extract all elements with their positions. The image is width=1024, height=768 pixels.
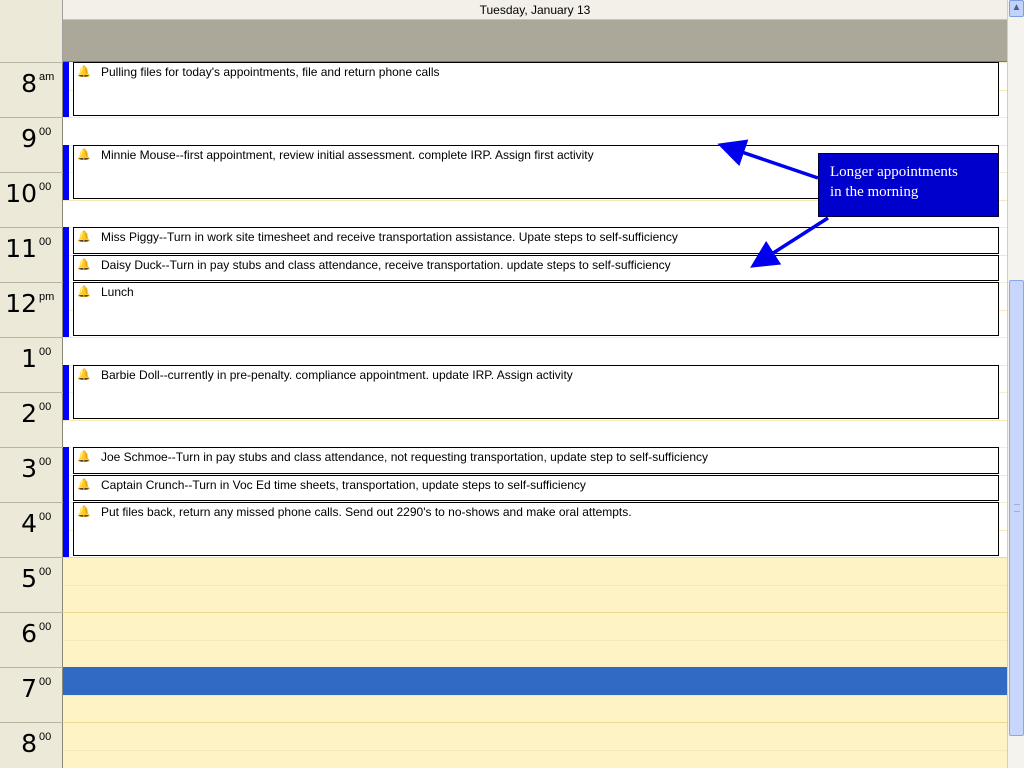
time-slot[interactable] <box>63 557 1007 585</box>
hour-suffix: 00 <box>39 346 52 358</box>
appointment-subject: Daisy Duck--Turn in pay stubs and class attendance, receive transportation. update steps to self-sufficiency <box>101 257 671 272</box>
header-corner <box>0 0 63 62</box>
hour-suffix: 00 <box>39 566 52 578</box>
hour-number: 8 <box>21 729 37 758</box>
appointment[interactable] <box>73 227 999 254</box>
time-label <box>0 282 63 337</box>
time-label <box>0 612 63 667</box>
hour-suffix: 00 <box>39 126 52 138</box>
grip-icon <box>1014 504 1020 512</box>
bell-icon: 🔔 <box>77 286 91 298</box>
time-label <box>0 447 63 502</box>
chevron-up-icon: ▲ <box>1011 2 1022 13</box>
time-slot[interactable] <box>63 337 1007 365</box>
appointment-subject: Pulling files for today's appointments, file and return phone calls <box>101 65 440 79</box>
hour-suffix: 00 <box>39 511 52 523</box>
bell-icon: 🔔 <box>77 478 91 491</box>
scroll-up-button[interactable] <box>1009 0 1024 17</box>
hour-number: 12 <box>5 289 37 318</box>
time-label <box>0 227 63 282</box>
appointment-subject: Barbie Doll--currently in pre-penalty. compliance appointment. update IRP. Assign activity <box>101 367 573 382</box>
time-gutter <box>0 62 63 768</box>
hour-suffix: 00 <box>39 401 52 413</box>
hour-suffix: am <box>39 71 55 83</box>
appointment-subject: Miss Piggy--Turn in work site timesheet and receive transportation assistance. Upate steps to self-sufficiency <box>101 230 678 244</box>
busy-indicator <box>63 447 69 475</box>
time-label <box>0 557 63 612</box>
appointment[interactable] <box>73 62 999 116</box>
scroll-thumb[interactable] <box>1009 280 1024 736</box>
bell-icon: 🔔 <box>77 148 91 161</box>
appointment[interactable] <box>73 282 999 336</box>
hour-number: 9 <box>21 124 37 153</box>
busy-indicator <box>63 227 69 255</box>
day-header[interactable]: Tuesday, January 13 <box>63 0 1007 20</box>
hour-suffix: pm <box>39 291 55 303</box>
busy-indicator <box>63 62 69 117</box>
selected-time-slot[interactable] <box>63 667 1007 695</box>
hour-number: 10 <box>5 179 37 208</box>
time-slot[interactable] <box>63 117 1007 145</box>
busy-indicator <box>63 475 69 503</box>
busy-indicator <box>63 282 69 337</box>
time-slot[interactable] <box>63 612 1007 640</box>
time-label <box>0 117 63 172</box>
busy-indicator <box>63 145 69 200</box>
time-label <box>0 337 63 392</box>
hour-suffix: 00 <box>39 456 52 468</box>
appointment[interactable] <box>73 502 999 556</box>
hour-number: 5 <box>21 564 37 593</box>
hour-number: 7 <box>21 674 37 703</box>
appointment-subject: Lunch <box>101 285 134 299</box>
busy-indicator <box>63 255 69 283</box>
hour-number: 3 <box>21 454 37 483</box>
appointment[interactable] <box>73 447 999 474</box>
hour-suffix: 00 <box>39 621 52 633</box>
hour-number: 1 <box>21 344 37 373</box>
hour-number: 11 <box>5 234 37 263</box>
appointment-subject: Joe Schmoe--Turn in pay stubs and class attendance, not requesting transportation, update step to self-sufficiency <box>101 450 709 464</box>
appointment[interactable] <box>73 255 999 282</box>
callout-line-2: in the morning <box>830 184 919 200</box>
bell-icon: 🔔 <box>77 258 91 271</box>
time-label <box>0 392 63 447</box>
hour-number: 2 <box>21 399 37 428</box>
time-label <box>0 722 63 768</box>
time-label <box>0 172 63 227</box>
time-label <box>0 667 63 722</box>
time-label <box>0 62 63 117</box>
time-slot[interactable] <box>63 420 1007 448</box>
bell-icon: 🔔 <box>77 66 91 78</box>
bell-icon: 🔔 <box>77 451 91 463</box>
all-day-events-area[interactable] <box>63 20 1007 62</box>
bell-icon: 🔔 <box>77 368 91 381</box>
appointment[interactable] <box>73 365 999 419</box>
annotation-callout <box>818 153 999 217</box>
time-slot[interactable] <box>63 695 1007 723</box>
time-slot[interactable] <box>63 640 1007 668</box>
hour-number: 8 <box>21 69 37 98</box>
hour-number: 6 <box>21 619 37 648</box>
time-slot[interactable] <box>63 750 1007 768</box>
appointment-subject: Captain Crunch--Turn in Voc Ed time sheets, transportation, update steps to self-sufficiency <box>101 477 586 492</box>
hour-suffix: 00 <box>39 181 52 193</box>
bell-icon: 🔔 <box>77 231 91 243</box>
hour-suffix: 00 <box>39 731 52 743</box>
time-slot[interactable] <box>63 585 1007 613</box>
hour-number: 4 <box>21 509 37 538</box>
hour-suffix: 00 <box>39 676 52 688</box>
callout-line-1: Longer appointments <box>830 164 958 180</box>
appointment-subject: Put files back, return any missed phone calls. Send out 2290's to no-shows and make oral attempts. <box>101 505 632 519</box>
busy-indicator <box>63 502 69 557</box>
time-slot[interactable] <box>63 722 1007 750</box>
hour-suffix: 00 <box>39 236 52 248</box>
busy-indicator <box>63 365 69 420</box>
vertical-scrollbar[interactable] <box>1007 0 1024 768</box>
appointment[interactable] <box>73 475 999 502</box>
bell-icon: 🔔 <box>77 506 91 518</box>
appointment-subject: Minnie Mouse--first appointment, review initial assessment. complete IRP. Assign first activity <box>101 147 594 162</box>
time-label <box>0 502 63 557</box>
